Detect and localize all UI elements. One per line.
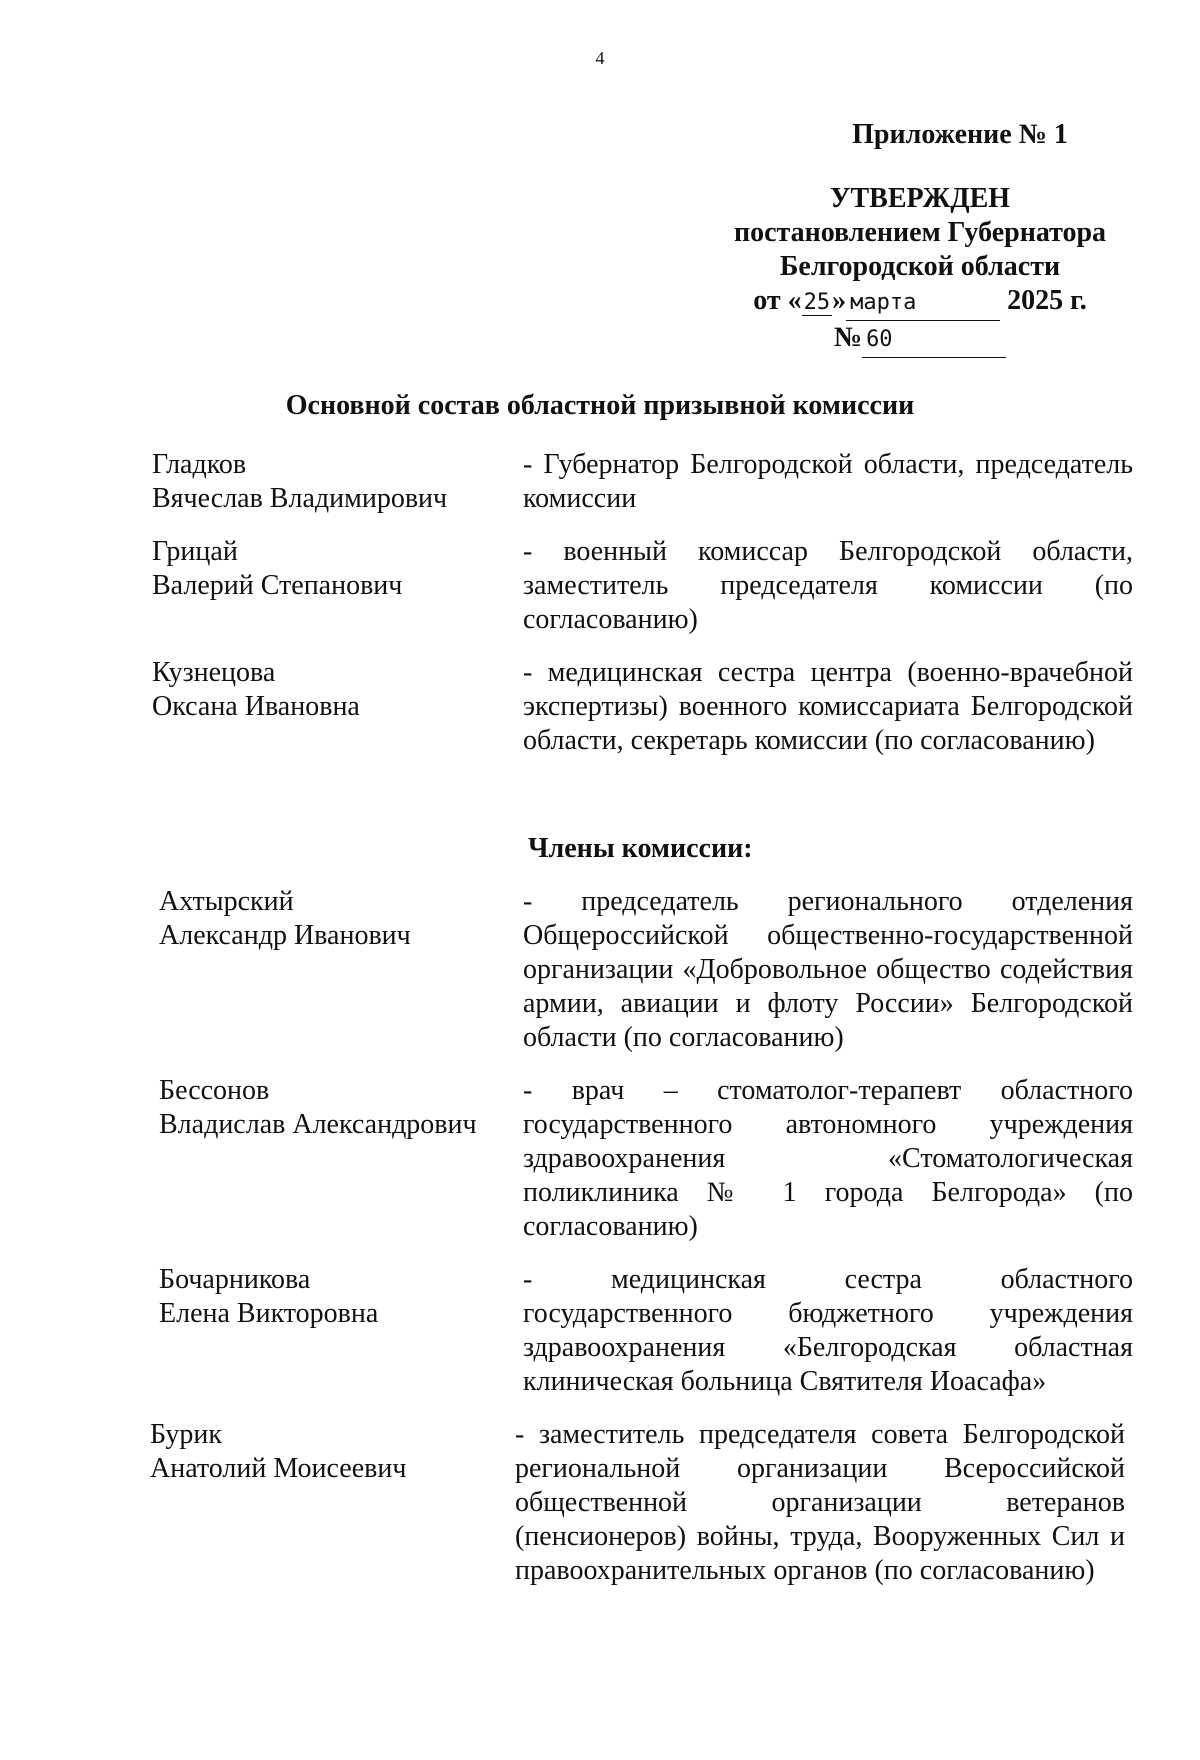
member-role: - медицинская сестра центра (военно-врачебной экспертизы) военного комиссариата Белгородской области, секретарь комиссии (по согласованию): [523, 657, 1133, 756]
member-surname: Гладков: [152, 449, 247, 480]
approval-header: [700, 118, 1140, 358]
member-name: [159, 1263, 519, 1331]
member-given-names: Оксана Ивановна: [152, 691, 360, 722]
member-surname: Бочарникова: [159, 1264, 311, 1295]
date-mid: »: [832, 285, 847, 316]
document-title: Основной состав областной призывной комиссии: [285, 390, 915, 421]
member-role: - медицинская сестра областного государственного бюджетного учреждения здравоохранения «Белгородская областная клиническая больница Святителя Иоасафа»: [523, 1264, 1133, 1397]
member-name: [150, 1418, 510, 1486]
member-surname: Бессонов: [159, 1075, 270, 1106]
member-surname: Ахтырский: [159, 886, 294, 917]
member-given-names: Владислав Александрович: [159, 1109, 477, 1140]
members-section-title: Члены комиссии:: [528, 833, 753, 864]
member-name: [152, 448, 512, 516]
approved-label: УТВЕРЖДЕН: [829, 183, 1011, 214]
date-prefix: от «: [753, 285, 802, 316]
member-name: [152, 656, 512, 724]
member-given-names: Валерий Степанович: [152, 570, 403, 601]
member-given-names: Вячеслав Владимирович: [152, 483, 448, 514]
approved-by-line-2: Белгородской области: [779, 251, 1061, 282]
date-year: 2025 г.: [1007, 285, 1087, 316]
member-role: - Губернатор Белгородской области, председатель комиссии: [523, 449, 1133, 514]
member-surname: Кузнецова: [152, 657, 276, 688]
member-role: - военный комиссар Белгородской области, заместитель председателя комиссии (по согласованию): [523, 536, 1133, 635]
appendix-label: Приложение № 1: [852, 119, 1068, 150]
number-prefix: №: [833, 322, 863, 353]
member-role: - председатель регионального отделения Общероссийской общественно-государственной организации «Добровольное общество содействия армии, авиации и флоту России» Белгородской области (по согласованию): [523, 886, 1133, 1053]
member-surname: Грицай: [152, 536, 238, 567]
member-name: [159, 1074, 519, 1142]
approved-by-line-1: постановлением Губернатора: [733, 217, 1107, 248]
approval-number: [700, 321, 1140, 358]
member-given-names: Анатолий Моисеевич: [150, 1453, 407, 1484]
approval-date: [700, 284, 1140, 321]
date-month: марта: [846, 286, 1000, 321]
member-role: - врач – стоматолог-терапевт областного государственного автономного учреждения здравоохранения «Стоматологическая поликлиника № 1 города Белгорода» (по согласованию): [523, 1075, 1133, 1242]
member-role: - заместитель председателя совета Белгородской региональной организации Всероссийской общественной организации ветеранов (пенсионеров) войны, труда, Вооруженных Сил и правоохранительных органов (по согласованию): [515, 1419, 1125, 1586]
member-name: [152, 535, 512, 603]
member-name: [159, 885, 519, 953]
number-value: 60: [862, 323, 1006, 358]
member-given-names: Александр Иванович: [159, 920, 411, 951]
member-given-names: Елена Викторовна: [159, 1298, 379, 1329]
member-surname: Бурик: [150, 1419, 222, 1450]
date-day: 25: [803, 290, 831, 315]
page-number: 4: [595, 48, 605, 68]
